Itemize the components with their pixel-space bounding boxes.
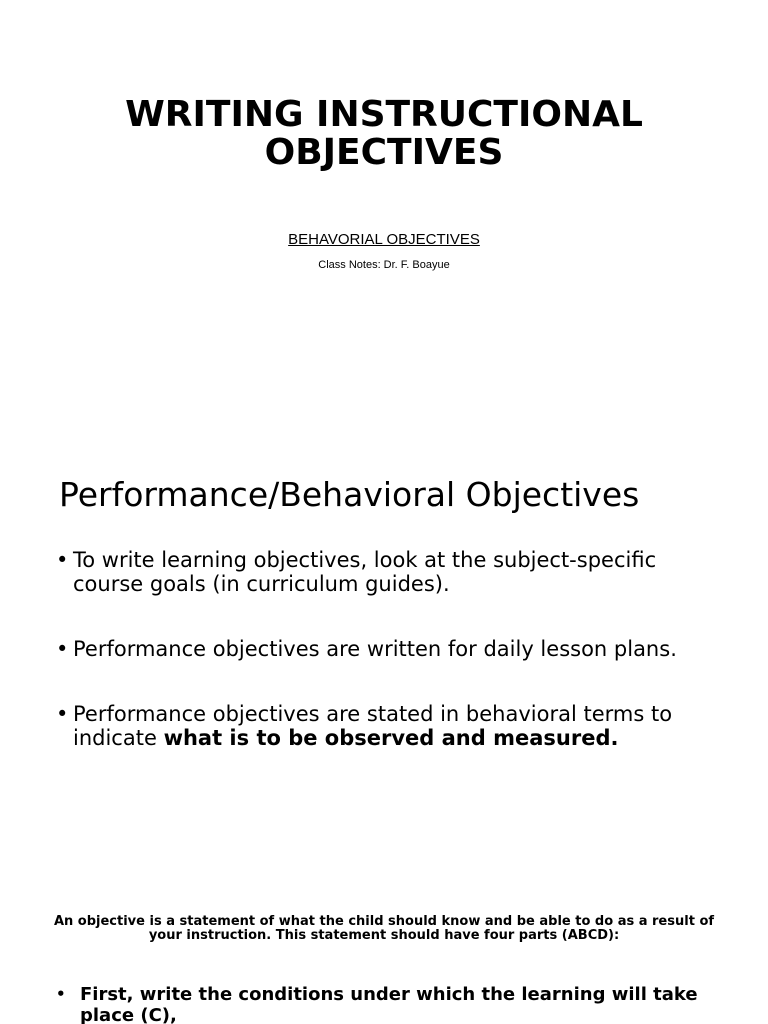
bullet-item: [56, 548, 716, 596]
bullet-text: To write learning objectives, look at the subject-specific course goals (in curriculum guides).: [73, 548, 657, 596]
intro-paragraph: An objective is a statement of what the child should know and be able to do as a result of your instruction. This statement should have four parts (ABCD):: [53, 914, 715, 943]
bullet-text: Performance objectives are stated in behavioral terms to indicate: [73, 702, 673, 750]
bullet-icon: •: [56, 548, 69, 572]
abcd-list: [56, 984, 716, 1024]
main-title-line-2: OBJECTIVES: [264, 132, 504, 173]
bullet-item: [56, 637, 716, 661]
credit-line: Class Notes: Dr. F. Boayue: [318, 259, 450, 271]
slide-title: [0, 0, 768, 430]
bullet-item: [56, 702, 716, 750]
bullet-icon: •: [56, 637, 69, 661]
bullet-list: [56, 548, 716, 791]
abcd-item: [56, 984, 716, 1024]
main-title: [0, 96, 768, 172]
abcd-item-text: First, write the conditions under which the learning will take place (C),: [80, 984, 698, 1024]
bullet-icon: •: [56, 985, 66, 1003]
bullet-text: Performance objectives are written for daily lesson plans.: [73, 637, 677, 661]
subtitle: BEHAVORIAL OBJECTIVES: [288, 231, 480, 248]
slide-abcd: [0, 860, 768, 1024]
bullet-emphasis: what is to be observed and measured.: [163, 726, 619, 750]
bullet-icon: •: [56, 702, 69, 726]
main-title-line-1: WRITING INSTRUCTIONAL: [125, 94, 643, 135]
slide-performance-objectives: [0, 430, 768, 860]
section-title: Performance/Behavioral Objectives: [59, 475, 640, 514]
